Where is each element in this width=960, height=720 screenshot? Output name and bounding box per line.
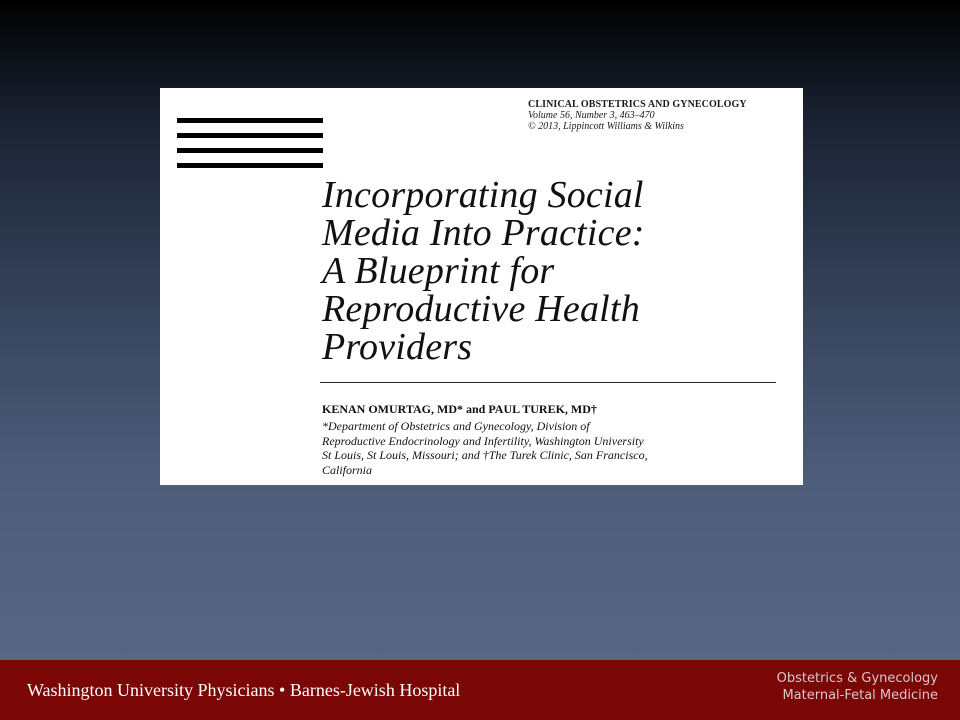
journal-logo-bars-icon — [177, 118, 323, 170]
article-title-line: Incorporating Social — [322, 174, 644, 216]
journal-copyright: © 2013, Lippincott Williams & Wilkins — [528, 121, 684, 132]
institution-name: Washington University Physicians • Barnes-Jewish Hospital — [27, 680, 461, 700]
journal-name: CLINICAL OBSTETRICS AND GYNECOLOGY — [528, 99, 747, 110]
article-title-line: Media Into Practice: — [322, 212, 645, 254]
article-title-page-image — [160, 88, 803, 485]
article-authors: KENAN OMURTAG, MD* and PAUL TUREK, MD† — [322, 402, 597, 416]
slide-footer — [0, 660, 960, 720]
article-title-line: Providers — [322, 326, 473, 368]
affiliation-line: St Louis, St Louis, Missouri; and †The Turek Clinic, San Francisco, — [322, 448, 648, 462]
department-line-2: Maternal-Fetal Medicine — [782, 688, 938, 703]
journal-volume: Volume 56, Number 3, 463–470 — [528, 110, 655, 121]
article-title — [322, 176, 645, 366]
affiliation-line: California — [322, 462, 373, 477]
department-line-1: Obstetrics & Gynecology — [776, 671, 938, 686]
affiliation-line: Reproductive Endocrinology and Infertility, Washington University — [322, 433, 644, 448]
affiliation-line: *Department of Obstetrics and Gynecology, Division of — [322, 419, 590, 433]
title-divider — [320, 382, 776, 383]
journal-header — [528, 99, 747, 132]
department-label — [777, 670, 938, 704]
article-title-line: A Blueprint for — [322, 250, 555, 292]
author-affiliation — [322, 419, 792, 477]
article-title-line: Reproductive Health — [322, 288, 640, 330]
